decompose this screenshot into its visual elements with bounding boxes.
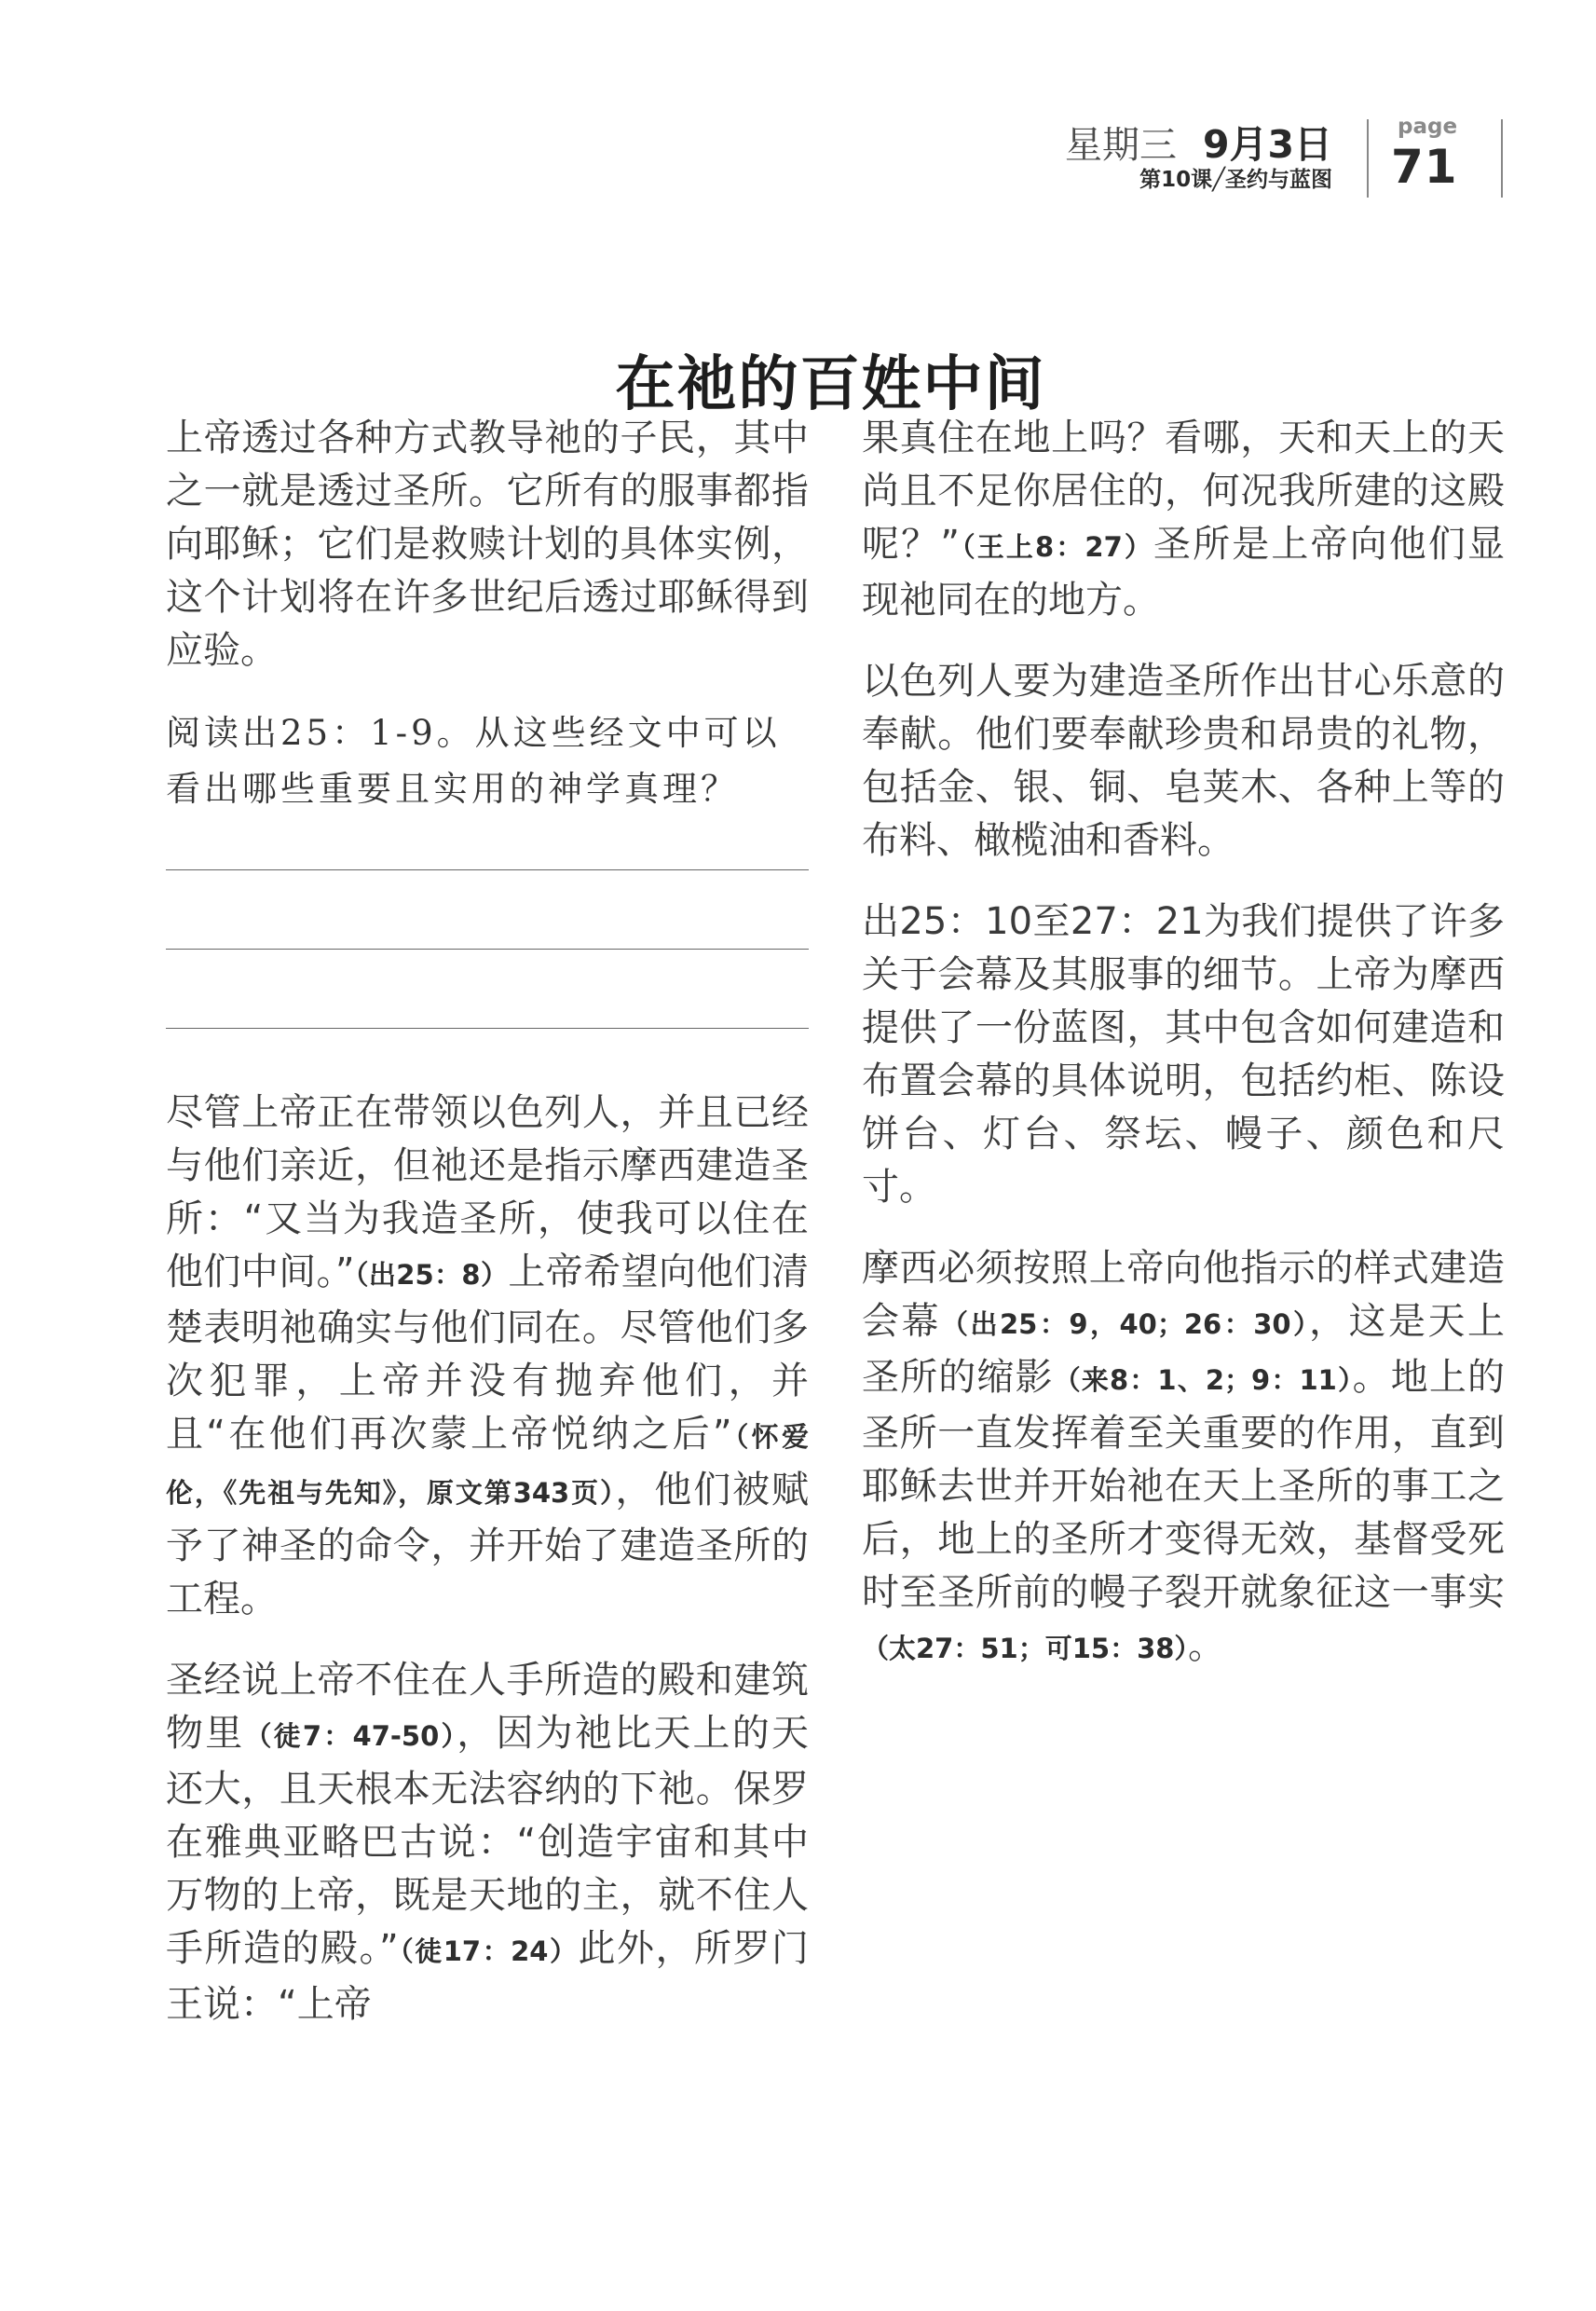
solomon-paragraph — [862, 412, 1505, 627]
page-label: page — [1398, 115, 1458, 139]
page-title: 在祂的百姓中间 — [615, 349, 1046, 419]
temple-paragraph — [166, 1654, 809, 2031]
offerings-paragraph: 以色列人要为建造圣所作出甘心乐意的奉献。他们要奉献珍贵和昂贵的礼物，包括金、银、铜、皂荚木、各种上等的布料、橄榄油和香料。 — [862, 660, 1505, 862]
header-lesson: 第10课╱圣约与蓝图 — [1139, 168, 1332, 192]
paragraph-text: 圣经说上帝不住在人手所造的殿和建筑物里 — [166, 1659, 809, 1755]
header-day: 星期三 — [1065, 124, 1177, 167]
paragraph-text: 摩西必须按照上帝向他指示的样式建造会幕 — [862, 1247, 1505, 1343]
left-column — [166, 412, 809, 2059]
scripture-reference: （出25：8） — [354, 1259, 509, 1291]
paragraph-text: 。地上的圣所一直发挥着至关重要的作用，直到耶稣去世并开始祂在天上圣所的事工之后，地上的圣所才变得无效，基督受死时至圣所前的幔子裂开就象征这一事实 — [862, 1356, 1506, 1614]
header-edge-rule — [1501, 119, 1503, 198]
sanctuary-command-paragraph — [166, 1087, 809, 1626]
paragraph-text: 尽管上帝正在带领以色列人，并且已经与他们亲近，但祂还是指示摩西建造圣所：“又当为我造圣所，使我可以住在他们中间。” — [166, 1091, 809, 1293]
paragraph-text: 。 — [1187, 1624, 1225, 1667]
paragraph-text: 果真住在地上吗？看哪，天和天上的天尚且不足你居住的，何况我所建的这殿呢？” — [862, 417, 1505, 566]
scripture-reference: （出25：9，40；26：30） — [941, 1308, 1310, 1340]
answer-line[interactable] — [166, 949, 809, 950]
study-question: 阅读出25：1-9。从这些经文中可以看出哪些重要且实用的神学真理？ — [166, 713, 781, 809]
scripture-reference: （徒17：24） — [398, 1935, 579, 1967]
paragraph-text: ，因为祂比天上的天还大，且天根本无法容纳的下祂。保罗在雅典亚略巴古说：“创造宇宙和其中万物的上帝，既是天地的主，就不住人手所造的殿。” — [166, 1712, 809, 1970]
book-reference: （怀爱伦，《先祖与先知》，原文第343页） — [166, 1421, 809, 1509]
intro-paragraph: 上帝透过各种方式教导祂的子民，其中之一就是透过圣所。它所有的服事都指向耶稣；它们是救赎计划的具体实例，这个计划将在许多世纪后透过耶稣得到应验。 — [166, 417, 809, 672]
scripture-reference: （太27：51；可15：38） — [862, 1633, 1188, 1664]
paragraph-text: 上帝希望向他们清楚表明祂确实与他们同在。尽管他们多次犯罪，上帝并没有抛弃他们，并且“在他们再次蒙上帝悦纳之后” — [166, 1251, 809, 1456]
page-header — [0, 0, 1596, 224]
right-column — [862, 412, 1505, 1703]
answer-lines — [166, 869, 809, 1029]
scripture-reference: （来8：1、2；9：11） — [1053, 1364, 1353, 1396]
scripture-reference: （徒7：47-50） — [244, 1720, 457, 1752]
header-date: 9月3日 — [1202, 122, 1332, 167]
paragraph-text: 此外，所罗门王说：“上帝 — [166, 1927, 809, 2026]
paragraph-text: ，他们被赋予了神圣的命令，并开始了建造圣所的工程。 — [166, 1469, 809, 1620]
answer-line[interactable] — [166, 869, 809, 870]
paragraph-text: ，这是天上圣所的缩影 — [862, 1300, 1506, 1399]
scripture-reference: （王上8：27） — [959, 531, 1154, 563]
pattern-paragraph — [862, 1242, 1505, 1675]
paragraph-text: 圣所是上帝向他们显现祂同在的地方。 — [862, 523, 1506, 622]
tabernacle-details-paragraph: 出25：10至27：21为我们提供了许多关于会幕及其服事的细节。上帝为摩西提供了一份蓝图，其中包含如何建造和布置会幕的具体说明，包括约柜、陈设饼台、灯台、祭坛、幔子、颜色和尺寸。 — [862, 900, 1505, 1209]
header-divider — [1367, 119, 1369, 198]
answer-line[interactable] — [166, 1028, 809, 1029]
page-number: 71 — [1391, 140, 1458, 194]
